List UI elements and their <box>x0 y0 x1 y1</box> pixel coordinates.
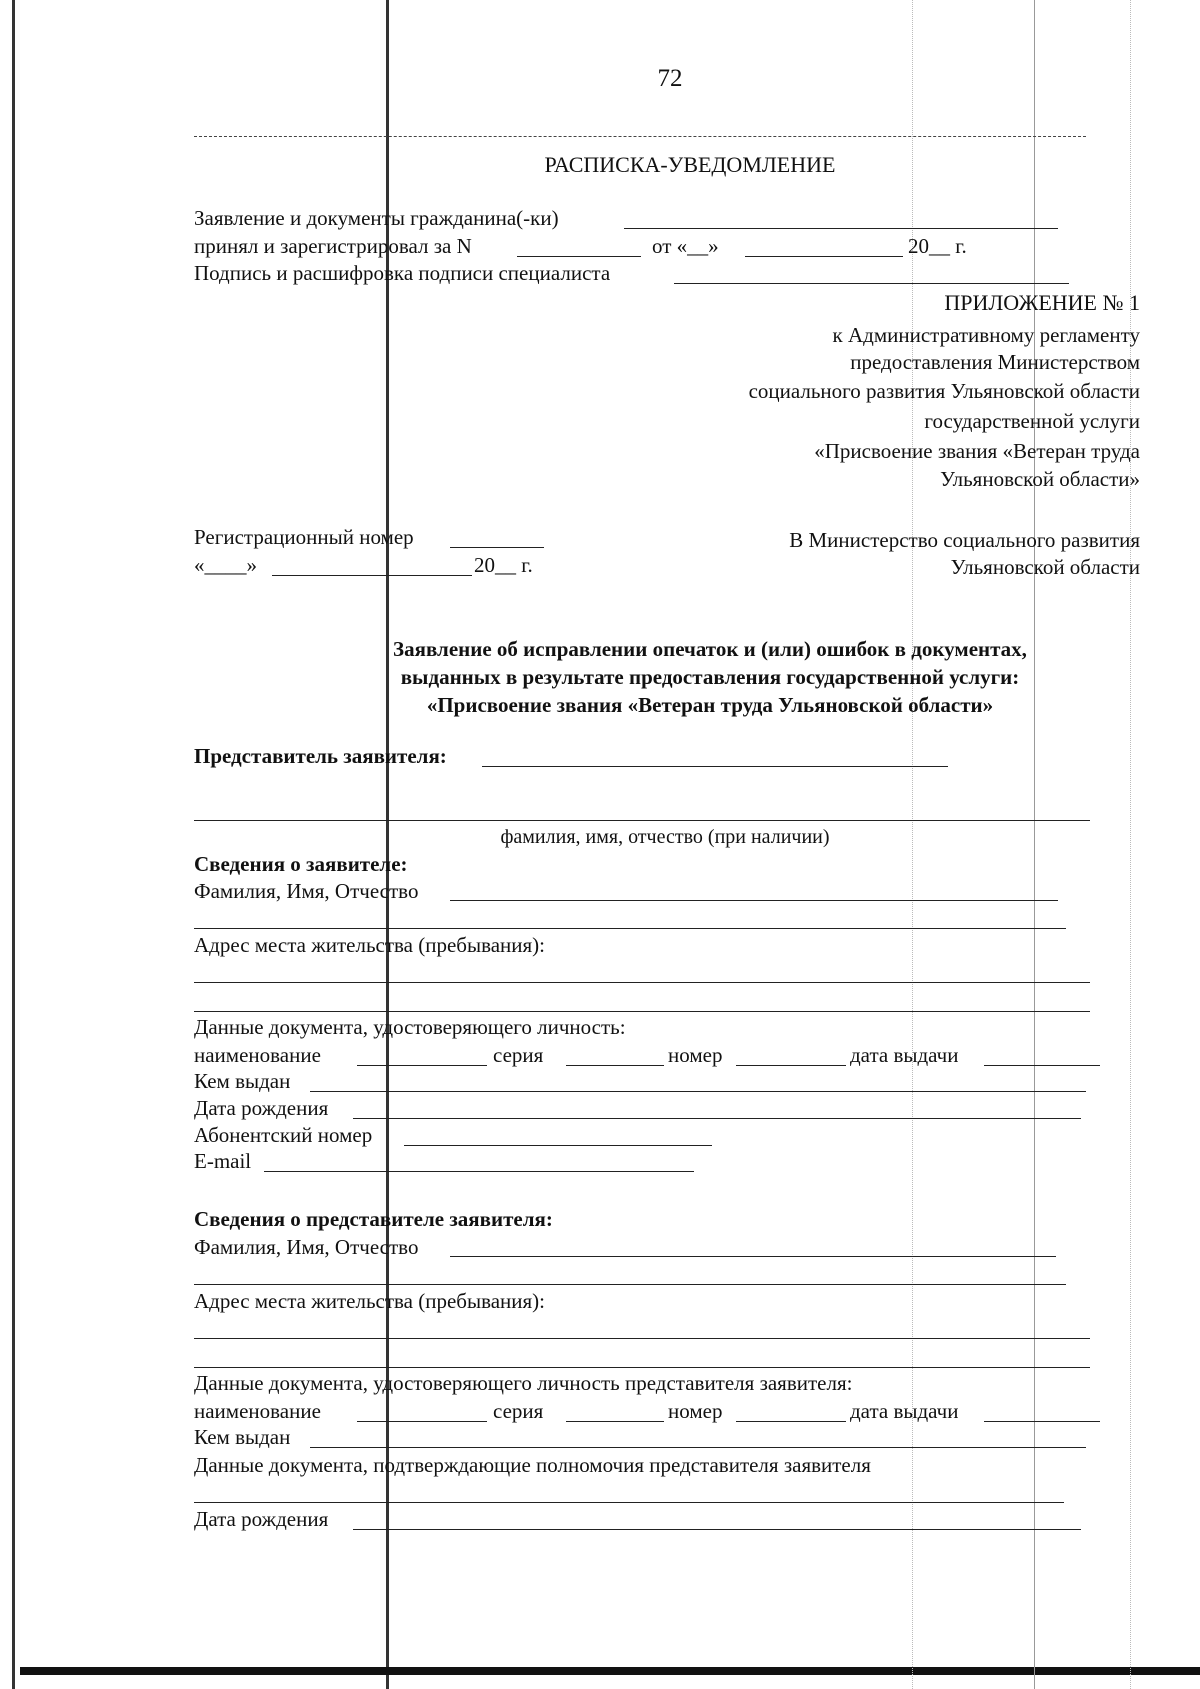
appendix-line: к Административному регламенту <box>832 323 1140 347</box>
rep-info-heading: Сведения о представителе заявителя: <box>194 1207 553 1231</box>
rep-series-input[interactable] <box>566 1421 664 1422</box>
applicant-number-input[interactable] <box>736 1065 846 1066</box>
rep-doc-name-input[interactable] <box>357 1421 487 1422</box>
application-title-line: Заявление об исправлении опечаток и (или) ошибок в документах, <box>393 637 1027 661</box>
rep-fio-label: Фамилия, Имя, Отчество <box>194 1235 419 1259</box>
receipt-line-2: принял и зарегистрировал за N <box>194 234 472 258</box>
application-title-line: «Присвоение звания «Ветеран труда Ульяновской области» <box>426 693 994 717</box>
appendix-line: предоставления Министерством <box>850 350 1140 374</box>
registration-day: «____» <box>194 553 257 577</box>
registration-year: 20__ г. <box>474 553 533 577</box>
rep-address-input-2[interactable] <box>194 1367 1090 1368</box>
appendix-heading: ПРИЛОЖЕНИЕ № 1 <box>944 290 1140 315</box>
applicant-birth-date-label: Дата рождения <box>194 1096 329 1120</box>
applicant-email-label: E-mail <box>194 1149 252 1173</box>
rep-birth-date-label: Дата рождения <box>194 1507 329 1531</box>
rep-fio-input[interactable] <box>450 1256 1056 1257</box>
applicant-id-doc-label: Данные документа, удостоверяющего личность: <box>194 1015 626 1039</box>
receipt-line-1: Заявление и документы гражданина(-ки) <box>194 206 559 230</box>
appendix-line: Ульяновской области» <box>940 467 1140 491</box>
cut-line <box>194 136 1086 137</box>
applicant-fio-label: Фамилия, Имя, Отчество <box>194 879 419 903</box>
applicant-email-input[interactable] <box>264 1171 694 1172</box>
rep-number-input[interactable] <box>736 1421 846 1422</box>
registration-number-input[interactable] <box>450 547 544 548</box>
rep-id-doc-label: Данные документа, удостоверяющего личность представителя заявителя: <box>194 1371 853 1395</box>
receipt-month-field[interactable] <box>745 256 903 257</box>
applicant-issued-by-input[interactable] <box>310 1091 1086 1092</box>
applicant-doc-name-label: наименование <box>194 1043 321 1067</box>
applicant-doc-name-input[interactable] <box>357 1065 487 1066</box>
applicant-issue-date-label: дата выдачи <box>850 1043 959 1067</box>
rep-issued-by-label: Кем выдан <box>194 1425 291 1449</box>
applicant-series-label: серия <box>493 1043 544 1067</box>
rep-authority-doc-input[interactable] <box>194 1502 1064 1503</box>
applicant-heading: Сведения о заявителе: <box>194 852 408 876</box>
citizen-name-field[interactable] <box>624 228 1058 229</box>
applicant-address-input-2[interactable] <box>194 1011 1090 1012</box>
applicant-birth-date-input[interactable] <box>353 1118 1081 1119</box>
receipt-title: РАСПИСКА-УВЕДОМЛЕНИЕ <box>544 152 836 177</box>
applicant-address-label: Адрес места жительства (пребывания): <box>194 933 546 957</box>
representative-caption: фамилия, имя, отчество (при наличии) <box>500 826 830 848</box>
applicant-fio-input[interactable] <box>450 900 1058 901</box>
appendix-line: государственной услуги <box>924 409 1140 433</box>
rep-issue-date-label: дата выдачи <box>850 1399 959 1423</box>
rep-number-label: номер <box>668 1399 723 1423</box>
rep-authority-doc-label: Данные документа, подтверждающие полномочия представителя заявителя <box>194 1453 871 1477</box>
addressee-line-1: В Министерство социального развития <box>789 528 1140 552</box>
page-number: 72 <box>657 65 683 92</box>
rep-birth-date-input[interactable] <box>353 1529 1081 1530</box>
specialist-signature-field[interactable] <box>674 283 1069 284</box>
rep-issued-by-input[interactable] <box>310 1447 1086 1448</box>
application-title-line: выданных в результате предоставления государственной услуги: <box>400 665 1020 689</box>
rep-series-label: серия <box>493 1399 544 1423</box>
applicant-number-label: номер <box>668 1043 723 1067</box>
receipt-year: 20__ г. <box>908 234 967 258</box>
rep-doc-name-label: наименование <box>194 1399 321 1423</box>
representative-input[interactable] <box>482 766 948 767</box>
representative-label: Представитель заявителя: <box>194 744 447 768</box>
registration-label: Регистрационный номер <box>194 525 414 549</box>
receipt-line-3: Подпись и расшифровка подписи специалиста <box>194 261 611 285</box>
scan-line-faint <box>1034 0 1035 1689</box>
appendix-line: «Присвоение звания «Ветеран труда <box>814 439 1140 463</box>
addressee-line-2: Ульяновской области <box>950 555 1140 579</box>
applicant-phone-input[interactable] <box>404 1145 712 1146</box>
scan-line-left <box>12 0 15 1689</box>
appendix-line: социального развития Ульяновской области <box>748 379 1140 403</box>
rep-issue-date-input[interactable] <box>984 1421 1100 1422</box>
receipt-date-label: от «__» <box>652 234 719 258</box>
registration-number-field[interactable] <box>517 256 641 257</box>
registration-month-input[interactable] <box>272 575 472 576</box>
rep-address-label: Адрес места жительства (пребывания): <box>194 1289 546 1313</box>
scan-line-faint <box>1130 0 1131 1689</box>
representative-input-line-2[interactable] <box>194 820 1090 821</box>
rep-fio-input-2[interactable] <box>194 1284 1066 1285</box>
applicant-series-input[interactable] <box>566 1065 664 1066</box>
applicant-phone-label: Абонентский номер <box>194 1123 373 1147</box>
rep-address-input[interactable] <box>194 1338 1090 1339</box>
applicant-issued-by-label: Кем выдан <box>194 1069 291 1093</box>
applicant-issue-date-input[interactable] <box>984 1065 1100 1066</box>
scan-line-bottom <box>20 1667 1200 1675</box>
applicant-address-input[interactable] <box>194 982 1090 983</box>
applicant-fio-input-2[interactable] <box>194 928 1066 929</box>
